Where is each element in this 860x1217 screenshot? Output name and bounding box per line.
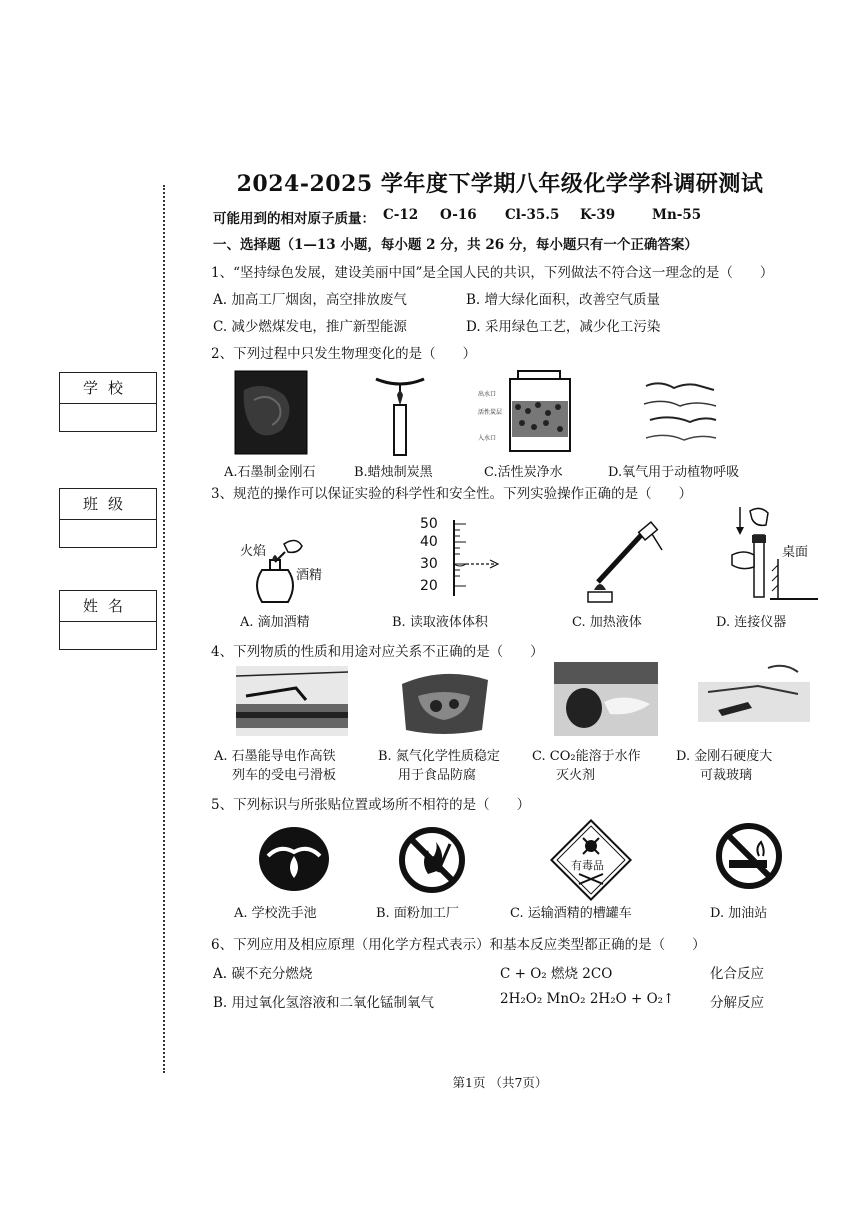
q5-stem: 5、下列标识与所张贴位置或场所不相符的是（ ） [211, 797, 531, 813]
desk-label: 桌面 [782, 545, 809, 560]
q4-option-c-line2: 灭火剂 [556, 768, 596, 783]
q6-option-b-text[interactable]: B. 用过氧化氢溶液和二氧化锰制氧气 [213, 995, 435, 1011]
q6-option-b-equation: 2H₂O₂ MnO₂ 2H₂O + O₂↑ [500, 991, 675, 1007]
class-label: 班级 [60, 489, 156, 520]
tick-20: 20 [420, 578, 438, 594]
q2-option-a[interactable]: A.石墨制金刚石 [224, 465, 316, 480]
q6-option-a-equation: C + O₂ 燃烧 2CO [500, 966, 613, 982]
atomic-mass-o: O-16 [440, 207, 477, 223]
q5-option-a[interactable]: A. 学校洗手池 [234, 906, 317, 921]
binding-line [163, 185, 165, 1073]
q1-option-a[interactable]: A. 加高工厂烟囱，高空排放废气 [213, 292, 407, 308]
candle-soot-figure [372, 373, 428, 456]
tick-50: 50 [420, 516, 438, 532]
food-packaging-photo [392, 666, 496, 738]
q1-stem: 1、“坚持绿色发展，建设美丽中国”是全国人民的共识，下列做法不符合这一理念的是（ ） [211, 265, 774, 281]
q1-option-d[interactable]: D. 采用绿色工艺，减少化工污染 [466, 319, 661, 335]
q5-option-d[interactable]: D. 加油站 [710, 906, 768, 921]
tick-40: 40 [420, 534, 438, 550]
flame-label: 火焰 [240, 544, 267, 559]
glass-cutting-photo [698, 662, 810, 736]
q4-option-b-line2: 用于食品防腐 [398, 768, 477, 783]
q4-option-b-line1[interactable]: B. 氮气化学性质稳定 [378, 749, 500, 764]
atomic-mass-c: C-12 [383, 207, 419, 223]
q1-option-c[interactable]: C. 减少燃煤发电，推广新型能源 [213, 319, 407, 335]
page-footer: 第1页 （共7页） [452, 1075, 548, 1090]
q2-option-b[interactable]: B.蜡烛制炭黑 [354, 465, 433, 480]
q3-option-b[interactable]: B. 读取液体体积 [392, 615, 488, 630]
fire-extinguishing-photo [554, 662, 658, 736]
q6-option-a-text[interactable]: A. 碳不充分燃烧 [213, 966, 313, 982]
school-label: 学校 [60, 373, 156, 404]
q5-option-b[interactable]: B. 面粉加工厂 [376, 906, 459, 921]
name-box[interactable] [59, 590, 157, 650]
q1-option-b[interactable]: B. 增大绿化面积，改善空气质量 [466, 292, 661, 308]
q6-stem: 6、下列应用及相应原理（用化学方程式表示）和基本反应类型都正确的是（ ） [211, 937, 706, 953]
q4-option-a-line2: 列车的受电弓滑板 [232, 768, 337, 783]
activated-carbon-filter-figure [478, 367, 574, 455]
connecting-apparatus-figure [726, 505, 822, 605]
water-saving-icon [258, 826, 330, 892]
q6-option-a-type: 化合反应 [710, 966, 764, 982]
class-box[interactable] [59, 488, 157, 548]
q3-option-d[interactable]: D. 连接仪器 [716, 615, 787, 630]
graphite-photo [234, 370, 308, 455]
section-heading: 一、选择题（1—13 小题，每小题 2 分，共 26 分，每小题只有一个正确答案） [213, 237, 698, 253]
filter-carbon-label: 活性炭层 [478, 409, 503, 416]
no-smoking-icon [715, 822, 783, 890]
poison-label: 有毒品 [571, 859, 604, 872]
tick-30: 30 [420, 556, 438, 572]
school-box[interactable] [59, 372, 157, 432]
q4-option-a-line1[interactable]: A. 石墨能导电作高铁 [214, 749, 336, 764]
q4-option-c-line1[interactable]: C. CO₂能溶于水作 [532, 749, 641, 764]
atomic-mass-label: 可能用到的相对原子质量： [213, 211, 375, 227]
q4-option-d-line1[interactable]: D. 金刚石硬度大 [676, 749, 773, 764]
filter-outlet-label: 出水口 [478, 391, 497, 398]
page-title: 2024-2025 学年度下学期八年级化学学科调研测试 [236, 171, 764, 197]
q3-option-c[interactable]: C. 加热液体 [572, 615, 642, 630]
filter-inlet-label: 入水口 [478, 435, 497, 442]
q4-stem: 4、下列物质的性质和用途对应关系不正确的是（ ） [211, 644, 544, 660]
poison-icon [549, 818, 633, 902]
q5-option-c[interactable]: C. 运输酒精的槽罐车 [510, 906, 632, 921]
atomic-mass-cl: Cl-35.5 [505, 207, 560, 223]
train-pantograph-photo [236, 666, 348, 736]
name-label: 姓名 [60, 591, 156, 622]
alcohol-label: 酒精 [296, 568, 323, 583]
atomic-mass-k: K-39 [580, 207, 616, 223]
heating-liquid-figure [586, 520, 666, 605]
q6-option-b-type: 分解反应 [710, 995, 764, 1011]
graduated-cylinder-figure [418, 518, 500, 598]
no-fire-icon [398, 826, 466, 894]
q2-stem: 2、下列过程中只发生物理变化的是（ ） [211, 346, 477, 362]
dropping-alcohol-figure [240, 530, 335, 605]
q3-option-a[interactable]: A. 滴加酒精 [240, 615, 310, 630]
q2-option-c[interactable]: C.活性炭净水 [484, 465, 563, 480]
q4-option-d-line2: 可裁玻璃 [700, 768, 753, 783]
atomic-mass-mn: Mn-55 [652, 207, 702, 223]
q3-stem: 3、规范的操作可以保证实验的科学性和安全性。下列实验操作正确的是（ ） [211, 486, 693, 502]
q2-option-d[interactable]: D.氧气用于动植物呼吸 [608, 465, 740, 480]
respiration-photo [640, 376, 720, 451]
